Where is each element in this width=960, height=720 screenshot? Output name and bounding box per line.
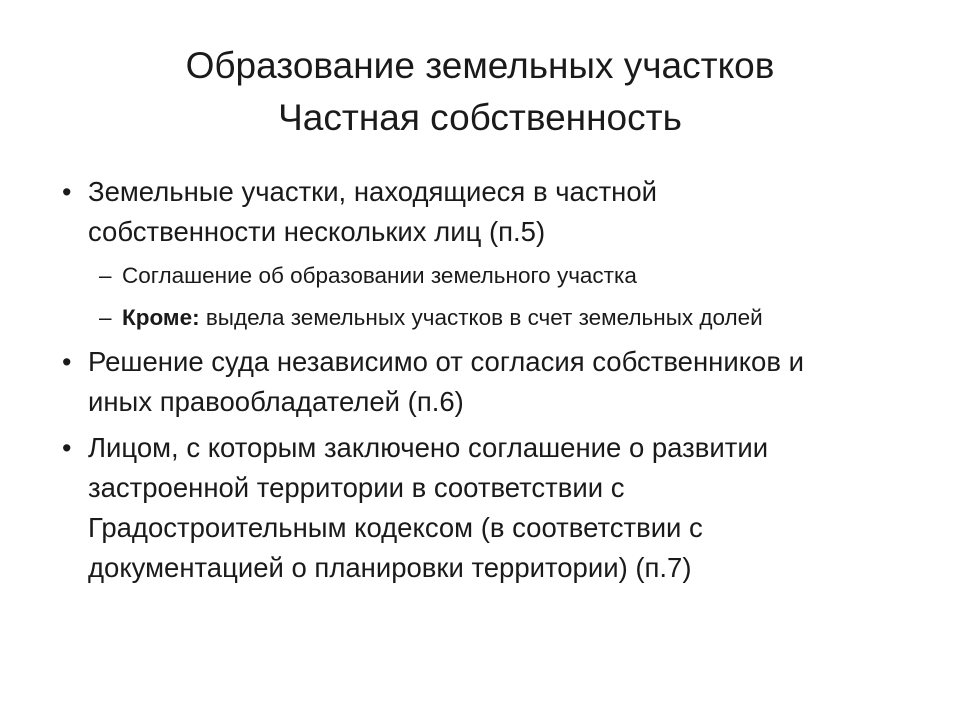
dash-icon: – xyxy=(99,305,112,330)
sub-item-1-text: Соглашение об образовании земельного участка xyxy=(122,263,637,288)
bullet-item-1 xyxy=(62,172,922,252)
bullet-icon: • xyxy=(62,347,72,377)
bullet-item-3 xyxy=(62,428,922,588)
bullet-item-2-line-2: иных правообладателей (п.6) xyxy=(88,386,464,417)
slide-body xyxy=(62,172,922,594)
bullet-item-2 xyxy=(62,342,922,422)
slide-title xyxy=(60,40,900,144)
bullet-item-3-line-3: Градостроительным кодексом (в соответствии с xyxy=(88,512,703,543)
bullet-icon: • xyxy=(62,433,72,463)
dash-icon: – xyxy=(99,263,112,288)
bullet-item-3-line-2: застроенной территории в соответствии с xyxy=(88,472,625,503)
bullet-icon: • xyxy=(62,177,72,207)
sub-item-2-text: выдела земельных участков в счет земельных долей xyxy=(199,305,763,330)
title-line-1: Образование земельных участков xyxy=(185,45,775,86)
bullet-item-3-line-4: документацией о планировки территории) (п.7) xyxy=(88,552,692,583)
bullet-item-1-line-2: собственности нескольких лиц (п.5) xyxy=(88,216,546,247)
sub-item-2 xyxy=(62,300,922,336)
bullet-item-2-line-1: Решение суда независимо от согласия собственников и xyxy=(88,346,804,377)
sub-item-2-bold-label: Кроме: xyxy=(122,305,200,330)
title-line-2: Частная собственность xyxy=(278,97,682,138)
sub-item-1 xyxy=(62,258,922,294)
bullet-item-3-line-1: Лицом, с которым заключено соглашение о развитии xyxy=(88,432,769,463)
bullet-item-1-line-1: Земельные участки, находящиеся в частной xyxy=(88,176,658,207)
